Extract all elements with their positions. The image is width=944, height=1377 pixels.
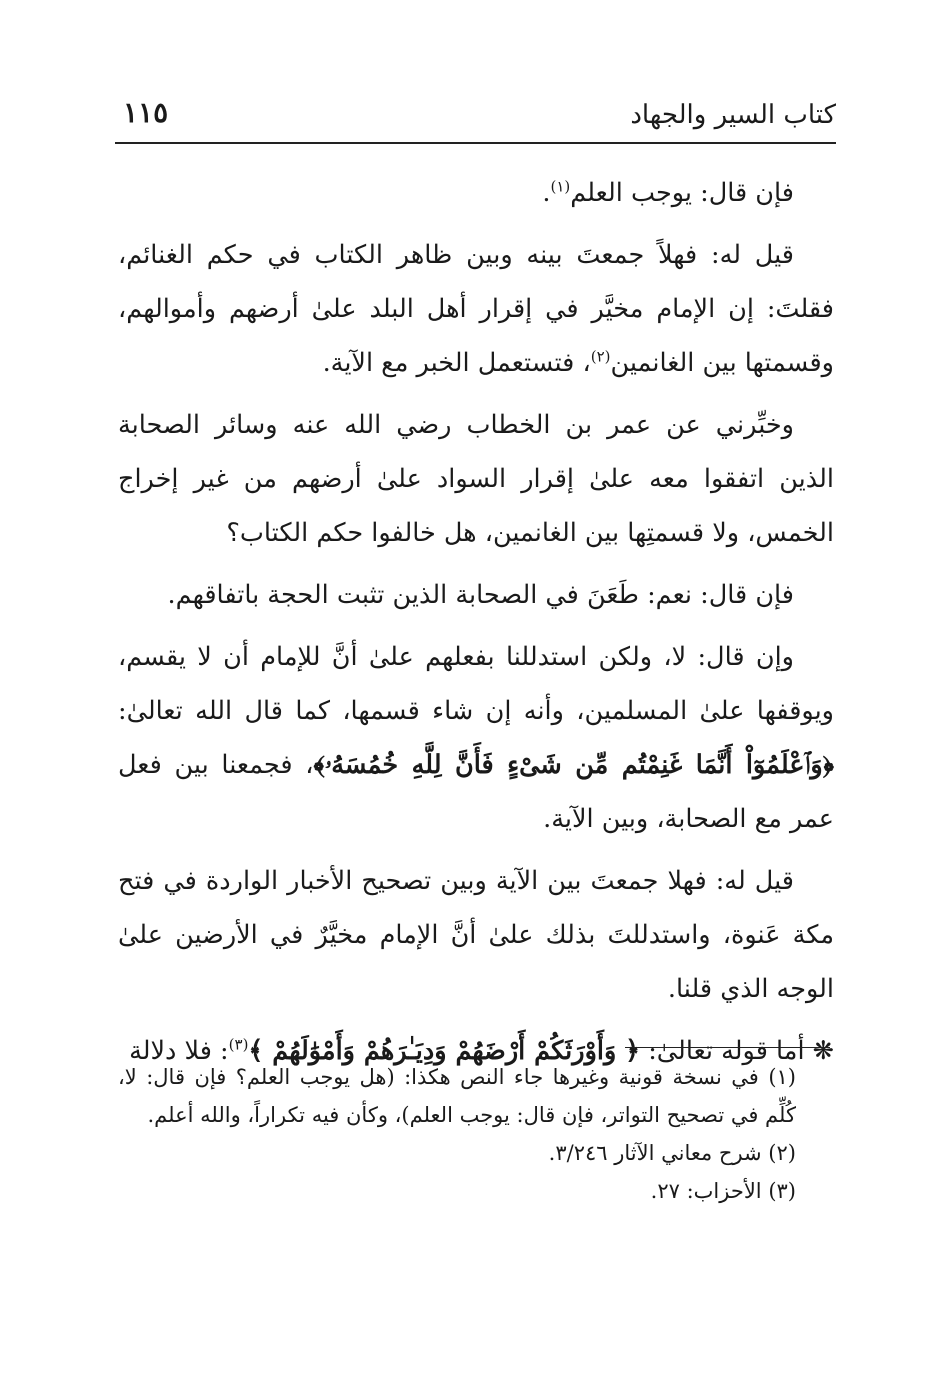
paragraph-6: قيل له: فهلا جمعتَ بين الآية وبين تصحيح الأخبار الواردة في فتح مكة عَنوة، واستدللتَ بذلك علىٰ أنَّ الإمام مخيَّرٌ في الأرضين علىٰ الوجه الذي قلنا.	[118, 866, 834, 1004]
footnote-3: (٣) الأحزاب: ٢٧.	[650, 1179, 796, 1203]
quran-verse-2: ﴿ وَأَوْرَثَكُمْ أَرْضَهُمْ وَدِيَـٰرَهُمْ وَأَمْوَٰلَهُمْ ﴾	[248, 1036, 641, 1066]
paragraph-2-text: قيل له: فهلاً جمعتَ بينه وبين ظاهر الكتاب في حكم الغنائم، فقلتَ: إن الإمام مخيَّر في إقرار أهل البلد علىٰ أرضهم وأموالهم، وقسمتها بين الغانمين	[118, 240, 834, 378]
footnote-ref-2: (٢)	[590, 347, 611, 366]
paragraph-4: فإن قال: نعم: طَعَنَ في الصحابة الذين تثبت الحجة باتفاقهم.	[167, 580, 794, 610]
paragraph-1-end: .	[542, 178, 551, 208]
paragraph-5	[118, 630, 834, 846]
main-text	[118, 166, 834, 1086]
paragraph-7-text: ❋ أما قوله تعالىٰ:	[640, 1036, 834, 1066]
paragraph-7-end: : فلا دلالة	[129, 1036, 229, 1066]
footnote-ref-3: (٣)	[228, 1035, 249, 1054]
paragraph-3: وخبِّرني عن عمر بن الخطاب رضي الله عنه وسائر الصحابة الذين اتفقوا معه علىٰ إقرار السواد علىٰ أرضهم من غير إخراج الخمس، ولا قسمتِها بين الغانمين، هل خالفوا حكم الكتاب؟	[118, 410, 834, 548]
footnote-ref-1: (١)	[550, 177, 571, 196]
paragraph-2-end: ، فتستعمل الخبر مع الآية.	[322, 348, 591, 378]
quran-verse-1: ﴿وَٱعْلَمُوٓاْ أَنَّمَا غَنِمْتُم مِّن شَىْءٍ فَأَنَّ لِلَّهِ خُمُسَهُۥ﴾	[313, 750, 834, 780]
paragraph-2	[118, 228, 834, 390]
running-title: كتاب السير والجهاد	[630, 100, 836, 130]
paragraph-1-text: فإن قال: يوجب العلم	[570, 178, 794, 208]
footnotes	[118, 1058, 836, 1210]
footnote-2: (٢) شرح معاني الآثار ٣/٢٤٦.	[548, 1141, 796, 1165]
paragraph-5-text: وإن قال: لا، ولكن استدللنا بفعلهم علىٰ أنَّ للإمام أن لا يقسم، ويوقفها علىٰ المسلمين، وأنه إن شاء قسمها، كما قال الله تعالىٰ:	[118, 642, 834, 726]
page-number: ١١٥	[123, 96, 169, 129]
page-header	[115, 96, 836, 144]
footnote-divider	[625, 1047, 830, 1048]
footnote-1: (١) في نسخة قونية وغيرها جاء النص هكذا: (هل يوجب العلم؟ فإن قال: لا، كُلِّم في تصحيح التواتر، فإن قال: يوجب العلم)، وكأن فيه تكراراً، والله أعلم.	[118, 1065, 796, 1127]
paragraph-5-end: ، فجمعنا بين فعل عمر مع الصحابة، وبين الآية.	[118, 750, 834, 834]
paragraph-1	[118, 166, 834, 220]
